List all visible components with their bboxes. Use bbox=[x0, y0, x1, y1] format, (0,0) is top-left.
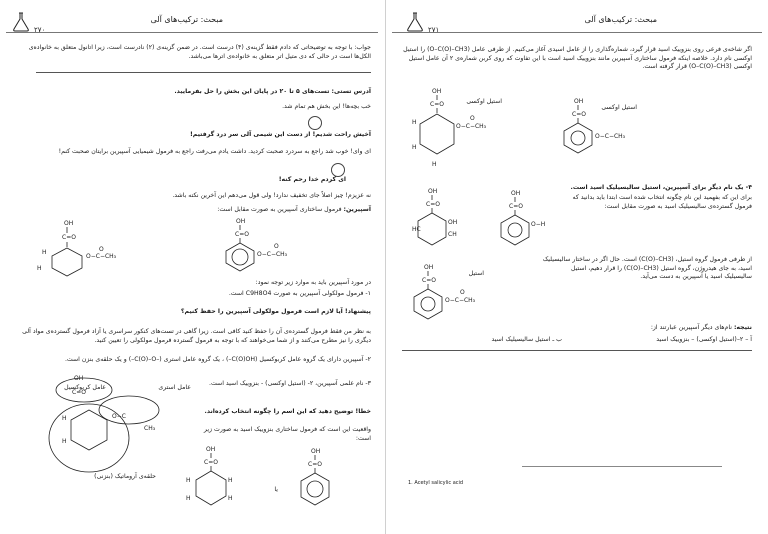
svg-text:OH: OH bbox=[311, 448, 321, 455]
label-aromatic-ring: حلقه‌ی آروماتیک (بنزنی) bbox=[94, 473, 156, 480]
svg-text:O−C−CH₃: O−C−CH₃ bbox=[595, 133, 626, 140]
header-title: مبحث: ترکیب‌های آلی bbox=[584, 15, 657, 24]
svg-text:C=O: C=O bbox=[204, 459, 218, 466]
svg-text:H: H bbox=[62, 438, 67, 445]
point-4-body: برای این که بفهمید این نام چگونه انتخاب شده است ابتدا باید بدانید که فرمول گسترده‌ی سالیسیلیک اسید به صورت مقابل است: bbox=[572, 194, 752, 210]
svg-text:O−C: O−C bbox=[112, 413, 126, 420]
aspirin-text: فرمول ساختاری آسپیرین به صورت مقابل است: bbox=[217, 206, 342, 213]
flask-icon bbox=[12, 12, 30, 32]
svg-text:O−C−CH₃: O−C−CH₃ bbox=[86, 253, 117, 260]
svg-text:H: H bbox=[186, 477, 191, 484]
label-ester: عامل استری bbox=[158, 384, 191, 391]
svg-text:C=O: C=O bbox=[235, 231, 249, 238]
aspirin-heading: آسپیرین: bbox=[343, 206, 371, 213]
body-line: ای وای! خوب شد راجع به سردرد صحبت کردید. داشت یادم می‌رفت راجع به فرمول شیمیایی آسپیرین برایتان صحبت کنم! bbox=[58, 148, 371, 155]
left-page bbox=[6, 6, 378, 526]
svg-text:C=O: C=O bbox=[509, 203, 523, 210]
body-line: نه عزیزم! چیز اصلاً جای تخفیف ندارد! ولی قول می‌دهم این آخرین نکته باشد. bbox=[172, 192, 371, 199]
label-acetyloxy: استیل اوکسی bbox=[466, 98, 502, 105]
point-1-body: به نظر من فقط فرمول گسترده‌ی آن را حفظ کنید کافی است. زیرا گاهی در تست‌های کنکور سراسری یا آزاد فرمول گسترده‌ی مواد آلی دیگری را نیز مطرح می‌کنند و از شما می‌خواهند که با توجه به فرمول گسترده فرمول مولکولی را تعیین کنید. bbox=[22, 328, 371, 344]
divider-rule bbox=[36, 72, 371, 73]
alt-name-2: ب ـ استیل سالیسیلیک اسید bbox=[491, 336, 562, 343]
page-gutter bbox=[385, 0, 386, 534]
svg-text:O−C−CH₃: O−C−CH₃ bbox=[257, 251, 288, 258]
conclusion-line bbox=[402, 324, 752, 333]
svg-text:O−C−CH₃: O−C−CH₃ bbox=[456, 123, 487, 130]
svg-text:H: H bbox=[42, 249, 47, 256]
svg-text:OH: OH bbox=[206, 446, 216, 453]
footnote-rule bbox=[522, 466, 722, 467]
svg-text:H: H bbox=[186, 495, 191, 502]
page-number: ۲۷۰ bbox=[34, 26, 46, 34]
aspirin-ring-structure bbox=[224, 216, 324, 266]
svg-text:C=O: C=O bbox=[422, 277, 436, 284]
header-title: مبحث: ترکیب‌های آلی bbox=[150, 15, 223, 24]
left-page-header bbox=[6, 12, 378, 33]
label-acetyl: استیل bbox=[468, 270, 484, 277]
paragraph-1: اگر شاخه‌ی فرعی روی بنزوییک اسید قرار گیرد، شماره‌گذاری را از عامل اسیدی آغاز می‌کنیم. از طرفی عامل (O–C(O)–CH3) را استیل اوکسی نام دارد. خلاصه اینکه فرمول ساختاری آسپیرین مانند بنزوییک اسید است با این تفاوت که روی کربن شماره‌ی ۲ آن عامل استیل اوکسی (O–C(O)–CH3) قرار گرفته است. bbox=[403, 46, 752, 70]
svg-text:OH: OH bbox=[236, 218, 246, 225]
svg-text:H: H bbox=[228, 495, 233, 502]
point-4: ۴- یک نام دیگر برای آسپیرین، استیل سالیسیلیک اسید است. bbox=[570, 184, 752, 191]
conclusion-heading: نتیجه: bbox=[733, 324, 752, 331]
intro-line: خب بچه‌ها! این بخش هم تمام شد. bbox=[282, 103, 371, 110]
svg-text:C=O: C=O bbox=[572, 111, 586, 118]
svg-text:OH: OH bbox=[448, 219, 458, 226]
right-page bbox=[392, 6, 762, 526]
svg-text:O−H: O−H bbox=[531, 221, 546, 228]
cartoon-remark: ای کردم خدا رحم کنه! bbox=[278, 176, 346, 183]
page-number: ۲۷۱ bbox=[428, 26, 440, 34]
svg-text:OH: OH bbox=[74, 375, 84, 382]
section-heading: آدرس تستی: تست‌های ۵ تا ۲۰ در پایان این بخش را حل بفرمایید. bbox=[174, 88, 371, 95]
paragraph-3: از طرفی فرمول گروه استیل، (C(O)–CH3) است. حال اگر در ساختار سالیسیلیک اسید، به جای هیدروژن، گروه استیل (C(O)–CH3) را قرار دهیم، استیل سالیسیلیک اسید یا آسپیرین به دست می‌آید. bbox=[542, 256, 752, 280]
point-1: ۱- فرمول مولکولی آسپیرین به صورت C9H8O4 است. bbox=[228, 290, 371, 297]
benzoic-acid-ring bbox=[291, 446, 351, 511]
label-carboxyl: عامل کربوکسیل bbox=[64, 384, 106, 391]
cartoon-remark: خطا! توضیح دهید که این اسم را چگونه انتخاب کرده‌اند. bbox=[204, 408, 371, 415]
salicylic-acid-expanded bbox=[412, 186, 482, 256]
svg-text:C=O: C=O bbox=[72, 389, 86, 396]
svg-text:H: H bbox=[412, 119, 417, 126]
divider-rule bbox=[402, 350, 752, 351]
svg-text:C=O: C=O bbox=[62, 234, 76, 241]
svg-text:H: H bbox=[62, 415, 67, 422]
svg-text:OH: OH bbox=[574, 98, 584, 105]
cartoon-icon bbox=[308, 116, 322, 130]
benzoic-acid-expanded bbox=[186, 444, 256, 514]
svg-text:CH: CH bbox=[448, 231, 457, 238]
cartoon-remark: پیشنهاد! آیا لازم است فرمول مولکولی آسپیرین را حفظ کنیم؟ bbox=[180, 308, 371, 315]
svg-text:H: H bbox=[228, 477, 233, 484]
svg-text:OH: OH bbox=[64, 220, 74, 227]
cartoon-remark: آخیش راحت شدیم! از دست این شیمی آلی سر درد گرفتیم! bbox=[189, 131, 371, 138]
or-word: یا bbox=[274, 486, 278, 493]
point-2: ۲- آسپیرین دارای یک گروه عامل کربوکسیل (C(O)OH–) ، یک گروه عامل استری (–C(O)–O–) و یک حلقه‌ی بنزن است. bbox=[64, 356, 371, 363]
svg-text:O: O bbox=[274, 243, 279, 250]
point-3: ۳- نام علمی آسپیرین، ۲- (استیل اوکسی) - بنزوییک اسید است. bbox=[209, 380, 371, 387]
svg-text:OH: OH bbox=[424, 264, 434, 271]
svg-text:O−C−CH₃: O−C−CH₃ bbox=[445, 297, 476, 304]
svg-text:H: H bbox=[412, 144, 417, 151]
notes-intro: در مورد آسپیرین باید به موارد زیر توجه نمود: bbox=[255, 279, 371, 286]
svg-text:C=O: C=O bbox=[430, 101, 444, 108]
conclusion-text: نام‌های دیگر آسپیرین عبارتند از: bbox=[650, 324, 732, 331]
answer-paragraph: جواب: با توجه به توضیحاتی که دادم فقط گزینه‌ی (۴) درست است. در ضمن گزینه‌ی (۲) نادرست است، زیرا اتانول متعلق به خانواده‌ی الکل‌ها است در حالی که دی متیل اتر متعلق به خانواده‌ی اترها می‌باشد. bbox=[28, 44, 371, 60]
svg-text:C=O: C=O bbox=[308, 461, 322, 468]
label-acetyloxy: استیل اوکسی bbox=[601, 104, 637, 111]
svg-text:HC: HC bbox=[412, 226, 421, 233]
svg-text:CH₃: CH₃ bbox=[144, 425, 156, 432]
svg-text:H: H bbox=[432, 161, 437, 168]
svg-text:O: O bbox=[99, 246, 104, 253]
svg-text:H: H bbox=[37, 265, 42, 272]
footnote: 1. Acetyl salicylic acid bbox=[408, 480, 464, 486]
cartoon-icon bbox=[331, 163, 345, 177]
flask-icon bbox=[406, 12, 424, 32]
svg-text:C=O: C=O bbox=[426, 201, 440, 208]
aspirin-intro bbox=[156, 206, 371, 215]
right-page-header bbox=[392, 12, 762, 33]
svg-text:O: O bbox=[460, 289, 465, 296]
svg-text:OH: OH bbox=[432, 88, 442, 95]
svg-text:OH: OH bbox=[511, 190, 521, 197]
aspirin-expanded-structure bbox=[24, 218, 164, 278]
alt-name-1: آ – ۲–(استیل اوکسی) – بنزوییک اسید bbox=[656, 336, 752, 343]
svg-text:OH: OH bbox=[428, 188, 438, 195]
salicylic-acid-ring bbox=[497, 188, 567, 248]
point-3-body: واقعیت این است که فرمول ساختاری بنزوییک اسید به صورت زیر است: bbox=[203, 426, 371, 442]
svg-text:O: O bbox=[470, 115, 475, 122]
